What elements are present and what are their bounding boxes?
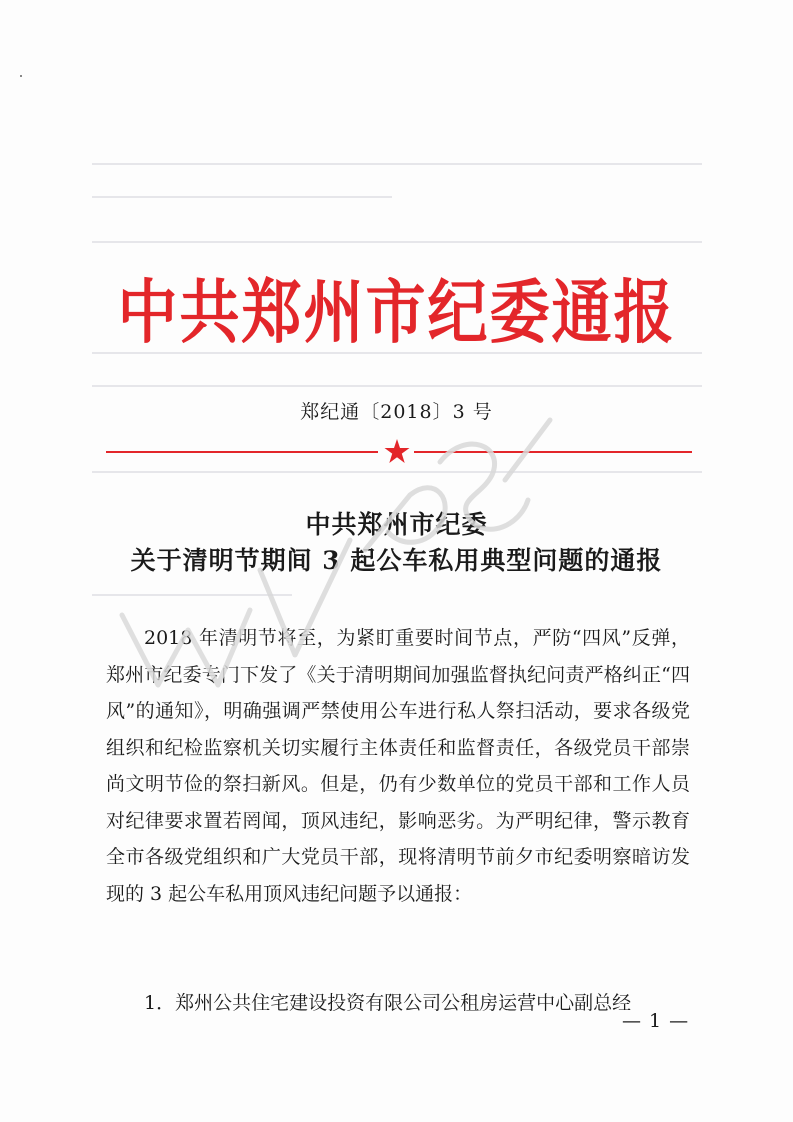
bleed-through-line [92, 163, 702, 165]
notice-title-line-2: 关于清明节期间 3 起公车私用典型问题的通报 [130, 546, 663, 575]
red-rule-right [414, 451, 692, 453]
body-paragraph: 2018 年清明节将至，为紧盯重要时间节点，严防“四风”反弹，郑州市纪委专门下发了《关于清明期间加强监督执纪问责严格纠正“四风”的通知》，明确强调严禁使用公车进行私人祭扫活动，要求各级党组织和纪检监察机关切实履行主体责任和监督责任，各级党员干部崇尚文明节俭的祭扫新风。但是，仍有少数单位的党员干部和工作人员对纪律要求置若罔闻，顶风违纪，影响恶劣。为严明纪律，警示教育全市各级党组织和广大党员干部，现将清明节前夕市纪委明察暗访发现的 3 起公车私用顶风违纪问题予以通报： [106, 627, 690, 905]
bleed-through-line [92, 594, 292, 596]
item-1-text: 1．郑州公共住宅建设投资有限公司公租房运营中心副总经 [144, 992, 632, 1014]
red-rule-left [106, 451, 378, 453]
bleed-through-line [92, 471, 702, 473]
document-number: 郑纪通〔2018〕3 号 [300, 401, 493, 423]
scan-speck [20, 75, 22, 77]
bleed-through-line [92, 241, 702, 243]
red-star-icon [384, 438, 410, 464]
page-number: — 1 — [622, 1010, 690, 1032]
masthead-title: 中共郑州市纪委通报 [117, 272, 676, 354]
bleed-through-line [92, 196, 392, 198]
notice-title-line-1: 中共郑州市纪委 [305, 510, 488, 539]
bleed-through-line [92, 385, 702, 387]
